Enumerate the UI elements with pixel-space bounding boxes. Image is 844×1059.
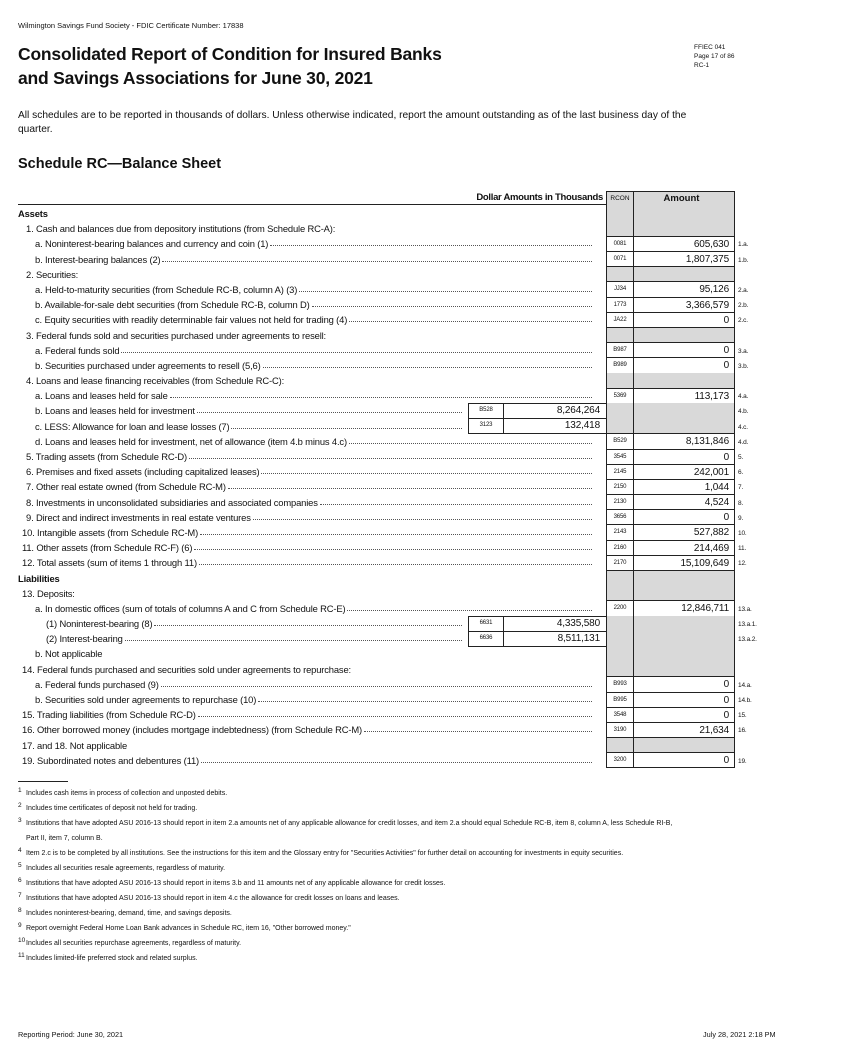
row-label-container <box>22 753 592 768</box>
footnote <box>18 801 678 816</box>
row-label-container <box>26 328 326 343</box>
table-row <box>18 722 778 737</box>
line-number: 4.a. <box>738 393 749 401</box>
amount-cell: 21,634 <box>634 722 735 738</box>
rcon-header: RCON <box>606 191 634 206</box>
amount-cell <box>634 221 735 236</box>
line-number: 11. <box>738 545 747 553</box>
line-number: 5. <box>738 454 744 461</box>
dot-leader <box>364 722 592 732</box>
rcon-code-cell <box>606 631 634 646</box>
amount-header: Amount <box>634 191 735 206</box>
row-label: 14. Federal funds purchased and securities sold under agreements to repurchase: <box>22 663 351 675</box>
row-label: b. Available-for-sale debt securities (from Schedule RC-B, column D) <box>35 299 310 311</box>
amount-cell: 4,524 <box>634 494 735 510</box>
row-label-container <box>22 586 75 601</box>
row-label-container <box>35 403 462 418</box>
amount-cell <box>634 631 735 646</box>
rcon-code-cell: 5369 <box>606 388 634 404</box>
table-row <box>18 677 778 692</box>
footnote-text: Item 2.c is to be completed by all institutions. See the instructions for this item and the Glossary entry for "Securities Activities" for further detail on accounting for investments in equity securities. <box>26 850 624 857</box>
table-row <box>18 419 778 434</box>
rcon-code-cell: 1773 <box>606 297 634 313</box>
row-label: b. Loans and leases held for investment <box>35 405 195 417</box>
row-label: 11. Other assets (from Schedule RC-F) (6) <box>22 542 193 554</box>
rcon-code-cell <box>606 267 634 282</box>
dot-leader <box>189 449 592 459</box>
rcon-code-cell: 2150 <box>606 479 634 495</box>
amount-cell <box>634 586 735 601</box>
table-row <box>18 206 778 221</box>
row-label-container <box>35 601 592 616</box>
footnote-text: Includes cash items in process of collection and unposted debits. <box>26 790 228 797</box>
amount-cell <box>634 403 735 418</box>
line-number: 2.c. <box>738 317 748 325</box>
rcon-code-cell: 2143 <box>606 524 634 540</box>
row-label: 3. Federal funds sold and securities purchased under agreements to resell: <box>26 329 327 341</box>
table-row <box>18 388 778 403</box>
rcon-code-cell: B993 <box>606 676 634 692</box>
table-row <box>18 616 778 631</box>
row-label: b. Securities purchased under agreements to resell (5,6) <box>35 359 261 371</box>
footnote-number: 6 <box>18 877 22 884</box>
dot-leader <box>270 236 592 246</box>
rcon-code-cell <box>606 403 634 418</box>
row-label-container <box>26 221 335 236</box>
footnote-number: 10 <box>18 937 26 944</box>
amount-cell: 214,469 <box>634 540 735 556</box>
table-row <box>18 540 778 555</box>
footnote-text: Includes all securities repurchase agreements, regardless of maturity. <box>26 940 242 947</box>
line-number: 14.b. <box>738 697 752 704</box>
dot-leader <box>320 495 592 505</box>
row-label-container <box>35 646 102 661</box>
rcon-code-cell: 3548 <box>606 707 634 723</box>
row-label-container <box>26 464 592 479</box>
footnote <box>18 921 678 936</box>
row-label-container <box>22 662 351 677</box>
row-label: 2. Securities: <box>26 268 79 280</box>
table-row <box>18 525 778 540</box>
rcon-code-cell <box>606 328 634 343</box>
table-row <box>18 358 778 373</box>
line-number: 7. <box>738 484 744 492</box>
row-label: 13. Deposits: <box>22 587 75 599</box>
dot-leader <box>312 297 592 307</box>
row-label: 7. Other real estate owned (from Schedule RC-M) <box>26 481 226 493</box>
intro-text: All schedules are to be reported in thousands of dollars. Unless otherwise indicated, report the amount outstanding as of the last business day of the quarter. <box>18 110 687 135</box>
row-label: a. In domestic offices (sum of totals of columns A and C from Schedule RC-E) <box>35 602 346 614</box>
table-row <box>18 328 778 343</box>
row-label-container <box>22 555 592 570</box>
rcon-code-cell: 0071 <box>606 251 634 267</box>
row-label-container <box>26 449 592 464</box>
row-label-container <box>35 388 592 403</box>
table-row <box>18 707 778 722</box>
dot-leader <box>261 464 592 474</box>
amount-cell <box>634 419 735 434</box>
row-label: 12. Total assets (sum of items 1 through 11) <box>22 557 197 569</box>
row-label: 15. Trading liabilities (from Schedule RC-D) <box>22 709 196 721</box>
rcon-code-cell: B989 <box>606 357 634 373</box>
row-label: (1) Noninterest-bearing (8) <box>46 618 153 630</box>
row-label: 1. Cash and balances due from depository institutions (from Schedule RC-A): <box>26 223 336 235</box>
line-number: 14.a. <box>738 681 752 689</box>
table-row <box>18 495 778 510</box>
row-label-container <box>26 495 592 510</box>
row-label: Assets <box>18 208 48 219</box>
rcon-code-cell <box>606 738 634 753</box>
schedule-code: RC-1 <box>694 62 710 69</box>
table-row <box>18 267 778 282</box>
table-row <box>18 753 778 768</box>
dot-leader <box>170 388 592 398</box>
row-label-container <box>35 692 592 707</box>
line-number: 2.b. <box>738 302 749 310</box>
table-row <box>18 601 778 616</box>
row-label-container <box>26 479 592 494</box>
amount-cell <box>634 571 735 586</box>
footnote-number: 2 <box>18 802 22 809</box>
footnote-number: 4 <box>18 847 22 854</box>
rcon-code-cell <box>606 586 634 601</box>
inner-amount-cell: 132,418 <box>504 418 606 434</box>
line-number: 13.a.2. <box>738 636 757 644</box>
table-row <box>18 312 778 327</box>
dot-leader <box>198 707 592 717</box>
rcon-code-cell <box>606 221 634 236</box>
footnote-text: Institutions that have adopted ASU 2016-13 should report in item 2.a amounts net of any applicable allowance for credit losses, and item 2.a should equal Schedule RC-B, item 8, column A, less Schedule RI-B, Part II, item 7, column B. <box>26 820 673 842</box>
table-row <box>18 434 778 449</box>
line-number: 6. <box>738 469 744 477</box>
row-label: b. Interest-bearing balances (2) <box>35 253 161 265</box>
line-number: 13.a. <box>738 605 752 613</box>
line-number: 4.c. <box>738 423 748 431</box>
row-label-container <box>35 312 592 327</box>
footnote-number: 8 <box>18 907 22 914</box>
inner-code-cell: B528 <box>468 403 504 419</box>
line-number: 12. <box>738 560 747 568</box>
row-label: a. Noninterest-bearing balances and currency and coin (1) <box>35 238 269 250</box>
table-row <box>18 555 778 570</box>
table-row <box>18 252 778 267</box>
line-number: 8. <box>738 499 744 507</box>
row-label: 6. Premises and fixed assets (including capitalized leases) <box>26 466 260 478</box>
rcon-code-cell: 2170 <box>606 555 634 571</box>
balance-sheet-table <box>18 206 778 768</box>
row-label-container <box>26 510 592 525</box>
row-label: a. Federal funds purchased (9) <box>35 678 159 690</box>
amount-cell: 0 <box>634 312 735 328</box>
dot-leader <box>154 616 462 626</box>
dot-leader <box>258 692 592 702</box>
row-label-container <box>35 236 592 251</box>
row-label-container <box>35 343 592 358</box>
inner-amount-cell: 8,511,131 <box>504 631 606 647</box>
footnote <box>18 951 678 966</box>
row-label-container <box>46 616 462 631</box>
rcon-code-cell: JA22 <box>606 312 634 328</box>
amount-cell <box>634 373 735 388</box>
rcon-code-cell: 2160 <box>606 540 634 556</box>
table-row <box>18 692 778 707</box>
row-label-container <box>22 738 127 753</box>
footnotes <box>18 786 678 966</box>
row-label-container <box>22 540 592 555</box>
row-label: b. Securities sold under agreements to repurchase (10) <box>35 694 257 705</box>
title-line-1: Consolidated Report of Condition for Insured Banks <box>18 44 442 64</box>
table-row <box>18 662 778 677</box>
form-identifier <box>694 43 734 70</box>
row-label: 9. Direct and indirect investments in real estate ventures <box>26 511 251 523</box>
dot-leader <box>197 403 462 413</box>
dot-leader <box>121 343 592 353</box>
amount-cell <box>634 662 735 677</box>
amount-cell: 113,173 <box>634 388 735 404</box>
amount-cell: 242,001 <box>634 464 735 480</box>
footnote-text: Report overnight Federal Home Loan Bank advances in Schedule RC, item 16, "Other borrowed money." <box>26 925 351 932</box>
dot-leader <box>125 631 462 641</box>
row-label-container <box>35 358 592 373</box>
footnote-number: 7 <box>18 892 22 899</box>
table-row <box>18 738 778 753</box>
dot-leader <box>200 525 592 535</box>
line-number: 16. <box>738 727 747 735</box>
table-row <box>18 297 778 312</box>
amount-cell: 1,807,375 <box>634 251 735 267</box>
dot-leader <box>201 753 592 763</box>
rcon-code-cell: 2145 <box>606 464 634 480</box>
row-label-container <box>26 373 284 388</box>
dot-leader <box>349 312 592 322</box>
row-label-container <box>35 282 592 297</box>
row-label: 10. Intangible assets (from Schedule RC-M) <box>22 526 199 538</box>
dot-leader <box>231 419 462 429</box>
row-label: a. Federal funds sold <box>35 344 120 356</box>
table-row <box>18 236 778 251</box>
amount-cell: 12,846,711 <box>634 600 735 616</box>
amount-cell: 0 <box>634 752 735 768</box>
table-row <box>18 646 778 661</box>
inner-code-cell: 6631 <box>468 616 504 632</box>
amount-cell: 0 <box>634 342 735 358</box>
rcon-code-cell: B995 <box>606 692 634 708</box>
line-number: 3.a. <box>738 347 749 355</box>
table-row <box>18 221 778 236</box>
line-number: 13.a.1. <box>738 621 757 629</box>
inner-code-cell: 6636 <box>468 631 504 647</box>
footnote <box>18 846 678 861</box>
amount-cell: 0 <box>634 357 735 373</box>
dot-leader <box>199 555 592 565</box>
row-label: b. Not applicable <box>35 648 103 660</box>
amount-cell: 527,882 <box>634 524 735 540</box>
row-label: (2) Interest-bearing <box>46 633 123 645</box>
line-number: 4.b. <box>738 408 749 416</box>
row-label: 8. Investments in unconsolidated subsidiaries and associated companies <box>26 496 318 508</box>
row-label: c. Equity securities with readily determinable fair values not held for trading (4) <box>35 314 348 326</box>
line-number: 2.a. <box>738 286 749 294</box>
footnote <box>18 861 678 876</box>
row-label-container <box>26 267 78 282</box>
dot-leader <box>228 479 592 489</box>
title-line-2: and Savings Associations for June 30, 2021 <box>18 68 373 88</box>
schedule-title: Schedule RC—Balance Sheet <box>18 156 222 172</box>
line-number: 1.b. <box>738 256 749 264</box>
dot-leader <box>194 540 592 550</box>
rcon-code-cell: 3190 <box>606 722 634 738</box>
dot-leader <box>162 252 592 262</box>
row-label-container <box>35 419 462 434</box>
amount-cell <box>634 328 735 343</box>
rcon-code-cell: 2130 <box>606 494 634 510</box>
footnote-text: Includes limited-life preferred stock and related surplus. <box>26 955 198 962</box>
footnote <box>18 876 678 891</box>
rcon-code-cell <box>606 373 634 388</box>
table-header <box>18 191 735 205</box>
row-label-container <box>22 707 592 722</box>
rcon-code-cell: 3200 <box>606 752 634 768</box>
rcon-code-cell: 2200 <box>606 600 634 616</box>
footnote <box>18 786 678 801</box>
table-row <box>18 479 778 494</box>
rcon-code-cell <box>606 662 634 677</box>
row-label: 17. and 18. Not applicable <box>22 739 128 751</box>
line-number: 10. <box>738 529 747 537</box>
row-label: a. Held-to-maturity securities (from Schedule RC-B, column A) (3) <box>35 283 298 295</box>
row-label-container <box>22 722 592 737</box>
amount-cell: 1,044 <box>634 479 735 495</box>
amount-cell: 8,131,846 <box>634 433 735 449</box>
row-label: 19. Subordinated notes and debentures (11) <box>22 754 199 766</box>
table-row <box>18 403 778 418</box>
row-label-container <box>46 631 462 646</box>
footnote <box>18 936 678 951</box>
report-title <box>18 42 442 90</box>
footnote-number: 1 <box>18 787 22 794</box>
amount-cell <box>634 738 735 753</box>
row-label-container <box>22 525 592 540</box>
row-label: d. Loans and leases held for investment, net of allowance (item 4.b minus 4.c) <box>35 435 347 447</box>
row-label-container <box>35 434 592 449</box>
reporting-period: Reporting Period: June 30, 2021 <box>18 1030 124 1039</box>
row-label: c. LESS: Allowance for loan and lease losses (7) <box>35 420 230 432</box>
amount-cell: 0 <box>634 449 735 465</box>
rcon-code-cell: 3545 <box>606 449 634 465</box>
rcon-code-cell: JJ34 <box>606 281 634 297</box>
line-number: 3.b. <box>738 362 749 370</box>
line-number: 19. <box>738 757 747 765</box>
rcon-code-cell: 0081 <box>606 236 634 252</box>
rcon-code-cell <box>606 206 634 221</box>
table-row <box>18 282 778 297</box>
dot-leader <box>349 434 592 444</box>
amount-cell <box>634 267 735 282</box>
inner-code-cell: 3123 <box>468 418 504 434</box>
footnote-text: Includes time certificates of deposit not held for trading. <box>26 805 198 812</box>
amount-cell: 0 <box>634 707 735 723</box>
footnote-number: 3 <box>18 817 22 824</box>
amount-cell <box>634 616 735 631</box>
rcon-code-cell <box>606 419 634 434</box>
table-row <box>18 449 778 464</box>
rcon-code-cell: 3656 <box>606 509 634 525</box>
row-label: 4. Loans and lease financing receivables (from Schedule RC-C): <box>26 375 285 387</box>
footnote-text: Institutions that have adopted ASU 2016-13 should report in item 4.c the allowance for credit losses on loans and leases. <box>26 895 400 902</box>
table-row <box>18 510 778 525</box>
footnote-number: 9 <box>18 922 22 929</box>
footnote-number: 11 <box>18 952 25 959</box>
footnote-text: Institutions that have adopted ASU 2016-13 should report in items 3.b and 11 amounts net of any applicable allowance for credit losses. <box>26 880 446 887</box>
table-row <box>18 464 778 479</box>
amount-cell: 0 <box>634 509 735 525</box>
row-label-container <box>18 206 48 221</box>
amount-cell <box>634 646 735 661</box>
amount-cell: 605,630 <box>634 236 735 252</box>
footnote-number: 5 <box>18 862 22 869</box>
institution-name: Wilmington Savings Fund Society - FDIC Certificate Number: 17838 <box>18 21 244 30</box>
row-label: Liabilities <box>18 572 60 584</box>
line-number: 1.a. <box>738 241 749 249</box>
dot-leader <box>161 677 592 687</box>
row-label: 16. Other borrowed money (includes mortgage indebtedness) (from Schedule RC-M) <box>22 724 363 736</box>
row-label: a. Loans and leases held for sale <box>35 390 168 402</box>
footnote <box>18 891 678 906</box>
row-label-container <box>35 297 592 312</box>
amount-cell: 3,366,579 <box>634 297 735 313</box>
form-id: FFIEC 041 <box>694 44 726 51</box>
footnote-divider <box>18 781 68 782</box>
rcon-code-cell <box>606 646 634 661</box>
print-timestamp: July 28, 2021 2:18 PM <box>703 1030 776 1039</box>
dot-leader <box>347 601 592 611</box>
table-row <box>18 631 778 646</box>
table-row <box>18 586 778 601</box>
amount-cell: 15,109,649 <box>634 555 735 571</box>
line-number: 4.d. <box>738 438 749 446</box>
row-label-container <box>35 252 592 267</box>
dot-leader <box>299 282 592 292</box>
footnote-text: Includes noninterest-bearing, demand, time, and savings deposits. <box>26 910 232 917</box>
dot-leader <box>253 510 592 520</box>
rcon-code-cell: B529 <box>606 433 634 449</box>
dollar-amounts-header: Dollar Amounts in Thousands <box>476 192 603 203</box>
footnote-text: Includes all securities resale agreements, regardless of maturity. <box>26 865 226 872</box>
table-row <box>18 343 778 358</box>
footnote <box>18 906 678 921</box>
row-label-container <box>18 571 60 586</box>
amount-cell: 0 <box>634 692 735 708</box>
inner-amount-cell: 8,264,264 <box>504 403 606 419</box>
amount-cell: 0 <box>634 676 735 692</box>
line-number: 9. <box>738 514 744 522</box>
inner-amount-cell: 4,335,580 <box>504 616 606 632</box>
amount-cell <box>634 206 735 221</box>
row-label-container <box>35 677 592 692</box>
line-number: 15. <box>738 712 747 720</box>
rcon-code-cell: B987 <box>606 342 634 358</box>
page-number: Page 17 of 86 <box>694 53 735 60</box>
rcon-code-cell <box>606 571 634 586</box>
table-row <box>18 571 778 586</box>
dot-leader <box>263 358 592 368</box>
table-row <box>18 373 778 388</box>
footnote <box>18 816 678 846</box>
row-label: 5. Trading assets (from Schedule RC-D) <box>26 451 188 462</box>
rcon-code-cell <box>606 616 634 631</box>
amount-cell: 95,126 <box>634 281 735 297</box>
